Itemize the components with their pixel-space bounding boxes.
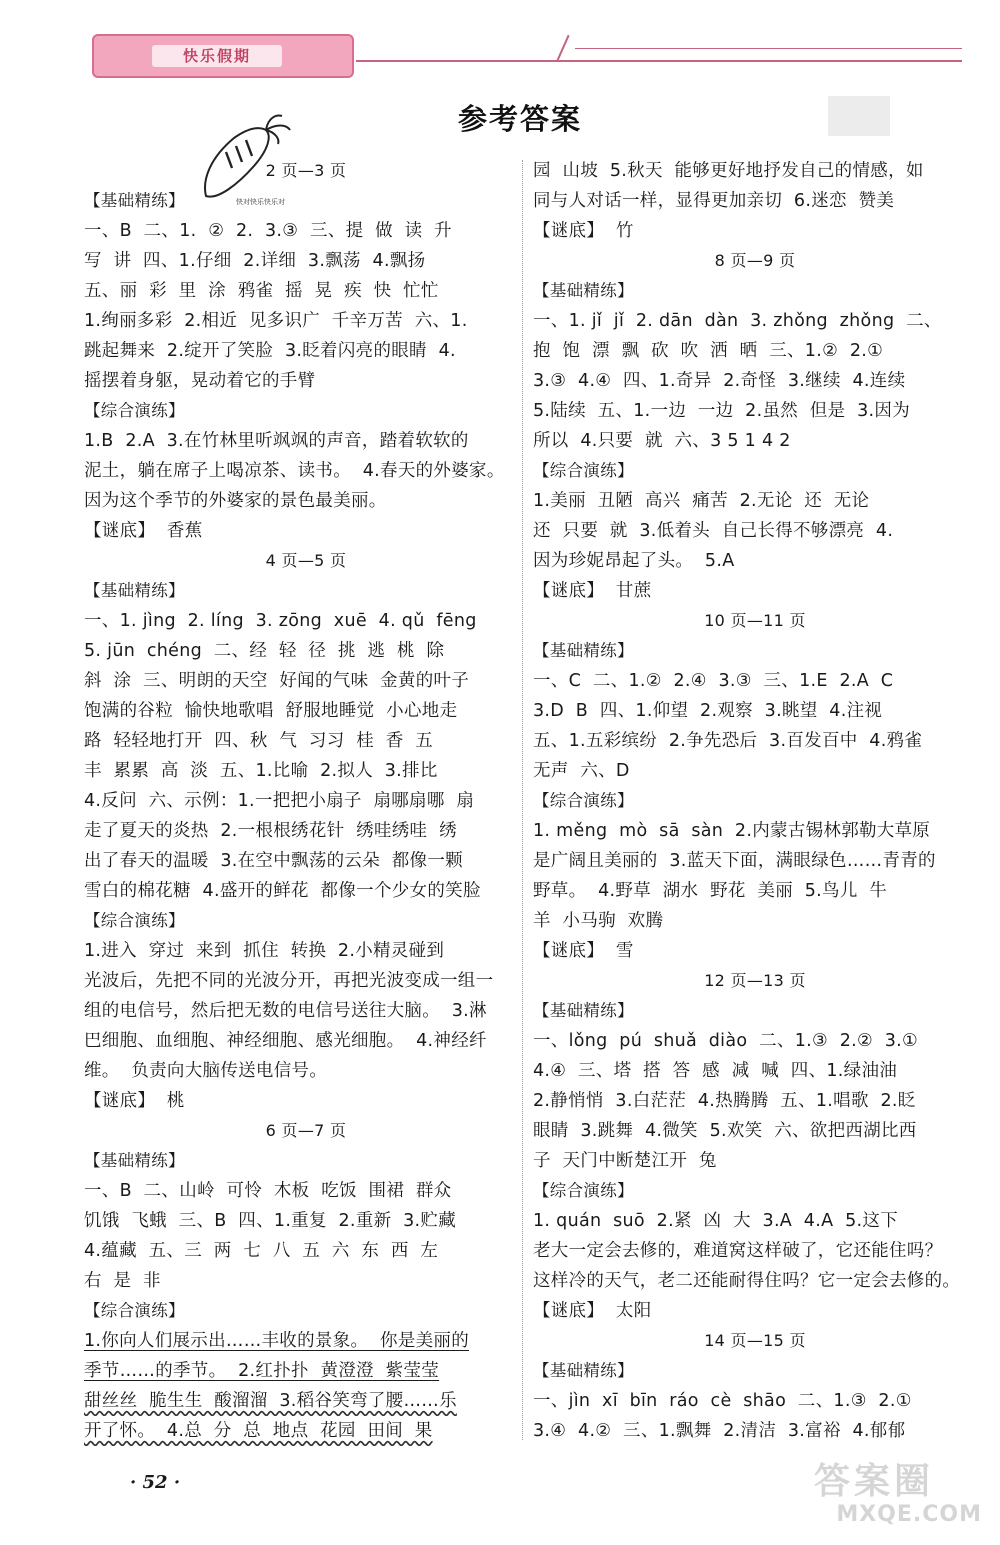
watermark-bottom: MXQE.COM bbox=[836, 1502, 982, 1527]
section-label: 【基础精练】 bbox=[533, 281, 634, 300]
section-label: 【基础精练】 bbox=[84, 1151, 185, 1170]
page-range-heading: 14 页—15 页 bbox=[704, 1331, 806, 1350]
answer-line: 写 讲 四、1.仔细 2.详细 3.飘荡 4.飘扬 bbox=[84, 251, 426, 271]
section-label: 【综合演练】 bbox=[533, 1181, 634, 1200]
answer-line: 五、丽 彩 里 涂 鸦雀 摇 晃 疾 快 忙忙 bbox=[84, 281, 439, 301]
answer-line: 【谜底】 太阳 bbox=[533, 1301, 652, 1321]
header-tab bbox=[92, 34, 354, 78]
answer-line: 1.绚丽多彩 2.相近 见多识广 千辛万苦 六、1. bbox=[84, 311, 468, 331]
header-rule-upper bbox=[575, 48, 962, 49]
answer-line: 无声 六、D bbox=[533, 761, 630, 781]
answer-line: 一、jìn xī bīn ráo cè shāo 二、1.③ 2.① bbox=[533, 1391, 912, 1411]
answer-line: 泥土，躺在席子上喝凉茶、读书。 4.春天的外婆家。 bbox=[84, 461, 505, 481]
answer-line: 摇摆着身躯，晃动着它的手臂 bbox=[84, 371, 316, 391]
header-slant-line bbox=[556, 35, 569, 61]
answer-line: 组的电信号，然后把无数的电信号送往大脑。 3.淋 bbox=[84, 1001, 487, 1021]
watermark bbox=[814, 1462, 990, 1538]
answer-line: 1.你向人们展示出……丰收的景象。 你是美丽的 bbox=[84, 1331, 470, 1351]
answer-line: 3.③ 4.④ 四、1.奇异 2.奇怪 3.继续 4.连续 bbox=[533, 371, 906, 391]
answer-line: 2.静悄悄 3.白茫茫 4.热腾腾 五、1.唱歌 2.眨 bbox=[533, 1091, 916, 1111]
gray-block bbox=[828, 96, 890, 136]
answer-line: 开了怀。 4.总 分 总 地点 花园 田间 果 bbox=[84, 1421, 433, 1441]
page-range-heading: 6 页—7 页 bbox=[265, 1121, 347, 1140]
answer-line: 一、1. jìng 2. líng 3. zōng xuē 4. qǔ fēng bbox=[84, 611, 477, 631]
watermark-top: 答案圈 bbox=[814, 1461, 935, 1502]
section-label: 【综合演练】 bbox=[84, 401, 185, 420]
answer-line: 羊 小马驹 欢腾 bbox=[533, 911, 664, 931]
answer-line: 同与人对话一样，显得更加亲切 6.迷恋 赞美 bbox=[533, 191, 895, 211]
answer-line: 4.反问 六、示例：1.一把把小扇子 扇哪扇哪 扇 bbox=[84, 791, 475, 811]
answer-line: 抱 饱 漂 飘 砍 吹 洒 晒 三、1.② 2.① bbox=[533, 341, 884, 361]
section-label: 【综合演练】 bbox=[84, 911, 185, 930]
page-title: 参考答案 bbox=[457, 102, 582, 136]
answer-line: 一、C 二、1.② 2.④ 3.③ 三、1.E 2.A C bbox=[533, 671, 894, 691]
answer-line: 饱满的谷粒 愉快地歌唱 舒服地睡觉 小心地走 bbox=[84, 701, 458, 721]
answer-line: 路 轻轻地打开 四、秋 气 习习 桂 香 五 bbox=[84, 731, 434, 751]
answer-line: 一、B 二、山岭 可怜 木板 吃饭 围裙 群众 bbox=[84, 1181, 452, 1201]
answer-line: 1.B 2.A 3.在竹林里听飒飒的声音，踏着软软的 bbox=[84, 431, 469, 451]
answer-line: 跳起舞来 2.绽开了笑脸 3.眨着闪亮的眼睛 4. bbox=[84, 341, 456, 361]
section-label: 【基础精练】 bbox=[533, 1361, 634, 1380]
answer-line: 因为这个季节的外婆家的景色最美丽。 bbox=[84, 491, 387, 511]
answer-line: 走了夏天的炎热 2.一根根绣花针 绣哇绣哇 绣 bbox=[84, 821, 457, 841]
answer-line: 斜 涂 三、明朗的天空 好闻的气味 金黄的叶子 bbox=[84, 671, 470, 691]
header-rule-lower bbox=[356, 60, 962, 62]
answer-line: 1. quán suō 2.紧 凶 大 3.A 4.A 5.这下 bbox=[533, 1211, 898, 1231]
answer-line: 3.④ 4.② 三、1.飘舞 2.清洁 3.富裕 4.郁郁 bbox=[533, 1421, 906, 1441]
answer-line: 丰 累累 高 淡 五、1.比喻 2.拟人 3.排比 bbox=[84, 761, 438, 781]
section-label: 【基础精练】 bbox=[84, 191, 185, 210]
answer-line: 老大一定会去修的，难道窝这样破了，它还能住吗？ bbox=[533, 1241, 943, 1261]
answer-line: 5. jūn chéng 二、经 轻 径 挑 逃 桃 除 bbox=[84, 641, 445, 661]
right-column bbox=[533, 156, 977, 1446]
answer-line: 1. měng mò sā sàn 2.内蒙古锡林郭勒大草原 bbox=[533, 821, 931, 841]
answer-line: 【谜底】 香蕉 bbox=[84, 521, 203, 541]
answer-line: 园 山坡 5.秋天 能够更好地抒发自己的情感，如 bbox=[533, 161, 924, 181]
answer-line: 1.美丽 丑陋 高兴 痛苦 2.无论 还 无论 bbox=[533, 491, 870, 511]
answer-line: 野草。 4.野草 湖水 野花 美丽 5.鸟儿 牛 bbox=[533, 881, 888, 901]
page-range-heading: 8 页—9 页 bbox=[714, 251, 796, 270]
carrot-text-1: 快对快乐快乐对 bbox=[236, 198, 285, 206]
answer-line: 光波后，先把不同的光波分开，再把光波变成一组一 bbox=[84, 971, 494, 991]
answer-line: 【谜底】 竹 bbox=[533, 221, 634, 241]
answer-line: 还 只要 就 3.低着头 自己长得不够漂亮 4. bbox=[533, 521, 894, 541]
page-range-heading: 12 页—13 页 bbox=[704, 971, 806, 990]
section-label: 【基础精练】 bbox=[533, 1001, 634, 1020]
answer-line: 是广阔且美丽的 3.蓝天下面，满眼绿色……青青的 bbox=[533, 851, 936, 871]
section-label: 【综合演练】 bbox=[533, 461, 634, 480]
answer-line: 【谜底】 甘蔗 bbox=[533, 581, 652, 601]
answer-line: 五、1.五彩缤纷 2.争先恐后 3.百发百中 4.鸦雀 bbox=[533, 731, 923, 751]
answer-line: 1.进入 穿过 来到 抓住 转换 2.小精灵碰到 bbox=[84, 941, 445, 961]
answer-line: 这样冷的天气，老二还能耐得住吗？它一定会去修的。 bbox=[533, 1271, 961, 1291]
header-tab-label: 快乐假期 bbox=[152, 45, 282, 67]
answer-line: 一、B 二、1. ② 2. 3.③ 三、提 做 读 升 bbox=[84, 221, 452, 241]
answer-line: 季节……的季节。 2.红扑扑 黄澄澄 紫莹莹 bbox=[84, 1361, 440, 1381]
answer-line: 5.陆续 五、1.一边 一边 2.虽然 但是 3.因为 bbox=[533, 401, 911, 421]
answer-line: 4.④ 三、塔 搭 答 感 减 喊 四、1.绿油油 bbox=[533, 1061, 898, 1081]
answer-line: 4.蕴藏 五、三 两 七 八 五 六 东 西 左 bbox=[84, 1241, 439, 1261]
answer-line: 所以 4.只要 就 六、3 5 1 4 2 bbox=[533, 431, 791, 451]
section-label: 【基础精练】 bbox=[533, 641, 634, 660]
answer-line: 【谜底】 雪 bbox=[533, 941, 634, 961]
page-range-heading: 10 页—11 页 bbox=[704, 611, 806, 630]
page-number: · 52 · bbox=[130, 1472, 181, 1493]
section-label: 【基础精练】 bbox=[84, 581, 185, 600]
answer-line: 饥饿 飞蛾 三、B 四、1.重复 2.重新 3.贮藏 bbox=[84, 1211, 457, 1231]
section-label: 【综合演练】 bbox=[84, 1301, 185, 1320]
answer-line: 维。 负责向大脑传送电信号。 bbox=[84, 1061, 328, 1081]
answer-line: 巴细胞、血细胞、神经细胞、感光细胞。 4.神经纤 bbox=[84, 1031, 487, 1051]
answer-line: 右 是 非 bbox=[84, 1271, 161, 1291]
answer-line: 子 天门中断楚江开 兔 bbox=[533, 1151, 717, 1171]
answer-line: 雪白的棉花糖 4.盛开的鲜花 都像一个少女的笑脸 bbox=[84, 881, 481, 901]
answer-line: 3.D B 四、1.仰望 2.观察 3.眺望 4.注视 bbox=[533, 701, 883, 721]
section-label: 【综合演练】 bbox=[533, 791, 634, 810]
answer-line: 因为珍妮昂起了头。 5.A bbox=[533, 551, 735, 571]
left-column bbox=[84, 156, 528, 1446]
page-range-heading: 4 页—5 页 bbox=[265, 551, 347, 570]
answer-line: 一、1. jǐ jǐ 2. dān dàn 3. zhǒng zhǒng 二、 bbox=[533, 311, 942, 331]
answer-line: 眼睛 3.跳舞 4.微笑 5.欢笑 六、欲把西湖比西 bbox=[533, 1121, 917, 1141]
answer-line: 出了春天的温暖 3.在空中飘荡的云朵 都像一颗 bbox=[84, 851, 463, 871]
answer-line: 一、lǒng pú shuǎ diào 二、1.③ 2.② 3.① bbox=[533, 1031, 919, 1051]
answer-line: 甜丝丝 脆生生 酸溜溜 3.稻谷笑弯了腰……乐 bbox=[84, 1391, 457, 1411]
page-range-heading: 2 页—3 页 bbox=[265, 161, 347, 180]
answer-line: 【谜底】 桃 bbox=[84, 1091, 185, 1111]
